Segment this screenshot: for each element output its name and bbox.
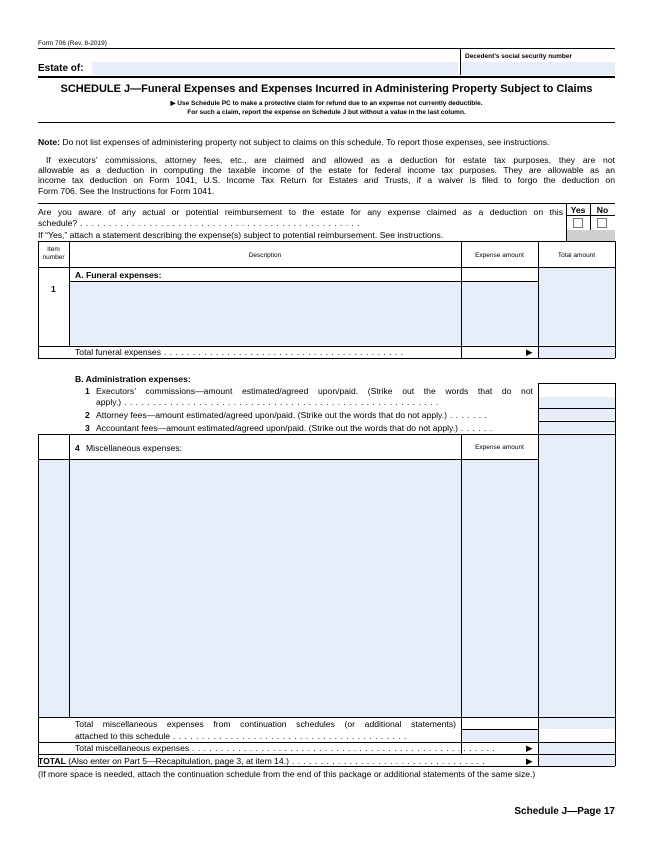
- misc-expense-amount-header: Expense amount: [475, 444, 524, 451]
- footer-note: (If more space is needed, attach the continuation schedule from the end of this package or additional statements of the same size.): [38, 769, 536, 779]
- executors-commissions-input[interactable]: [539, 397, 615, 408]
- line-2-text: Attorney fees—amount estimated/agreed upon/paid. (Strike out the words that do not apply.) . . . . . . .: [96, 410, 488, 420]
- estate-of-label: Estate of:: [38, 63, 84, 74]
- grand-total-input[interactable]: [539, 755, 615, 766]
- no-checkbox[interactable]: [597, 218, 607, 228]
- continuation-amount-input[interactable]: [462, 730, 538, 741]
- attorney-fees-input[interactable]: [539, 409, 615, 420]
- total-misc-expenses-label: Total miscellaneous expenses . . . . . . . . . . . . . . . . . . . . . . . . . . . . . . . . . . . . . . . . . . . . . . . . . . . . .: [75, 743, 496, 753]
- line-1-number: 1: [85, 386, 90, 396]
- schedule-instruction-1: ▶ Use Schedule PC to make a protective claim for refund due to an expense not currently deductible.: [170, 100, 483, 107]
- ssn-input[interactable]: [461, 62, 615, 75]
- line-2-number: 2: [85, 410, 90, 420]
- question-line-2: schedule? . . . . . . . . . . . . . . . . . . . . . . . . . . . . . . . . . . . . . . . . . . . . . . . . .: [38, 218, 361, 228]
- total-misc-expenses-input[interactable]: [539, 743, 615, 754]
- estate-name-input[interactable]: [92, 62, 458, 75]
- arrow-icon: ▶: [526, 743, 533, 753]
- form-reference: Form 706 (Rev. 8-2019): [38, 40, 107, 47]
- line-4-text: Miscellaneous expenses:: [86, 443, 183, 453]
- section-b-title: B. Administration expenses:: [75, 374, 191, 384]
- line-4-number: 4: [75, 443, 80, 453]
- paragraph-line-4: Form 706. See the Instructions for Form 1041.: [38, 186, 215, 196]
- paragraph-line-2: allowable as a deduction in computing the taxable income of the estate for federal income tax purposes. They are allowable as an: [38, 165, 615, 175]
- ssn-label: Decedent’s social security number: [465, 53, 573, 60]
- shaded-cell: [567, 230, 615, 241]
- question-line-1: Are you aware of any actual or potential reimbursement to the estate for any expense claimed as a deduction on this: [38, 207, 563, 217]
- misc-description-input[interactable]: [70, 460, 461, 717]
- funeral-expense-amount-input[interactable]: [462, 282, 538, 345]
- no-label: No: [596, 205, 609, 215]
- expense-amount-header: Expense amount: [475, 252, 524, 259]
- question-line-3: If “Yes,” attach a statement describing the expense(s) subject to potential reimbursement. See instructions.: [38, 230, 444, 240]
- schedule-instruction-2: For such a claim, report the expense on Schedule J but without a value in the last column.: [187, 109, 466, 116]
- continuation-line-a: Total miscellaneous expenses from continuation schedules (or additional statements): [75, 719, 456, 729]
- arrow-icon: ▶: [526, 347, 533, 357]
- misc-expense-amount-input[interactable]: [462, 460, 538, 717]
- description-header: Description: [248, 252, 282, 259]
- schedule-title: SCHEDULE J—Funeral Expenses and Expenses Incurred in Administering Property Subject to Claims: [60, 83, 593, 95]
- note-line: [38, 137, 615, 147]
- misc-item-number-input[interactable]: [39, 460, 69, 717]
- total-amount-header: Total amount: [557, 252, 596, 259]
- total-funeral-expenses-label: Total funeral expenses . . . . . . . . . . . . . . . . . . . . . . . . . . . . . . . . . . . . . . . . . .: [75, 347, 404, 357]
- funeral-item-number: 1: [51, 284, 56, 294]
- note-label: Note:: [38, 137, 60, 147]
- item-number-header: Item number: [42, 246, 65, 261]
- misc-total-shade: [539, 435, 615, 729]
- arrow-icon: ▶: [526, 756, 533, 766]
- page-label: Schedule J—Page 17: [514, 806, 615, 817]
- funeral-description-input[interactable]: [70, 282, 461, 345]
- line-1-text-a: Executors’ commissions—amount estimated/agreed upon/paid. (Strike out the words that do not: [96, 386, 533, 396]
- line-3-text: Accountant fees—amount estimated/agreed upon/paid. (Strike out the words that do not apply.) . . . . . .: [96, 423, 493, 433]
- paragraph-line-1: If executors’ commissions, attorney fees, etc., are claimed and allowed as a deduction for estate tax purposes, they are not: [46, 155, 615, 165]
- yes-label: Yes: [570, 205, 586, 215]
- paragraph-line-3: income tax deduction on Form 1041, U.S. Income Tax Return for Estates and Trusts, if a waiver is filed to forgo the deduction on: [38, 175, 615, 185]
- note-text: Do not list expenses of administering property not subject to claims on this schedule. To report those expenses, see instructions.: [62, 137, 550, 147]
- accountant-fees-input[interactable]: [539, 422, 615, 433]
- section-a-title: A. Funeral expenses:: [75, 270, 162, 280]
- funeral-total-shade: [539, 268, 615, 345]
- line-3-number: 3: [85, 423, 90, 433]
- continuation-line-b: attached to this schedule . . . . . . . . . . . . . . . . . . . . . . . . . . . . . . . . . . . . . . . . .: [75, 731, 407, 741]
- total-funeral-expenses-input[interactable]: [539, 347, 615, 358]
- yes-checkbox[interactable]: [573, 218, 583, 228]
- line-1-text-b: apply.) . . . . . . . . . . . . . . . . . . . . . . . . . . . . . . . . . . . . . . . . . . . . . . . . . . . . . . .: [96, 397, 439, 407]
- grand-total-label: TOTAL (Also enter on Part 5—Recapitulation, page 3, at item 14.) . . . . . . . . . . . . . . . . . . . . . . . . . . . . . . . . . .: [38, 756, 486, 766]
